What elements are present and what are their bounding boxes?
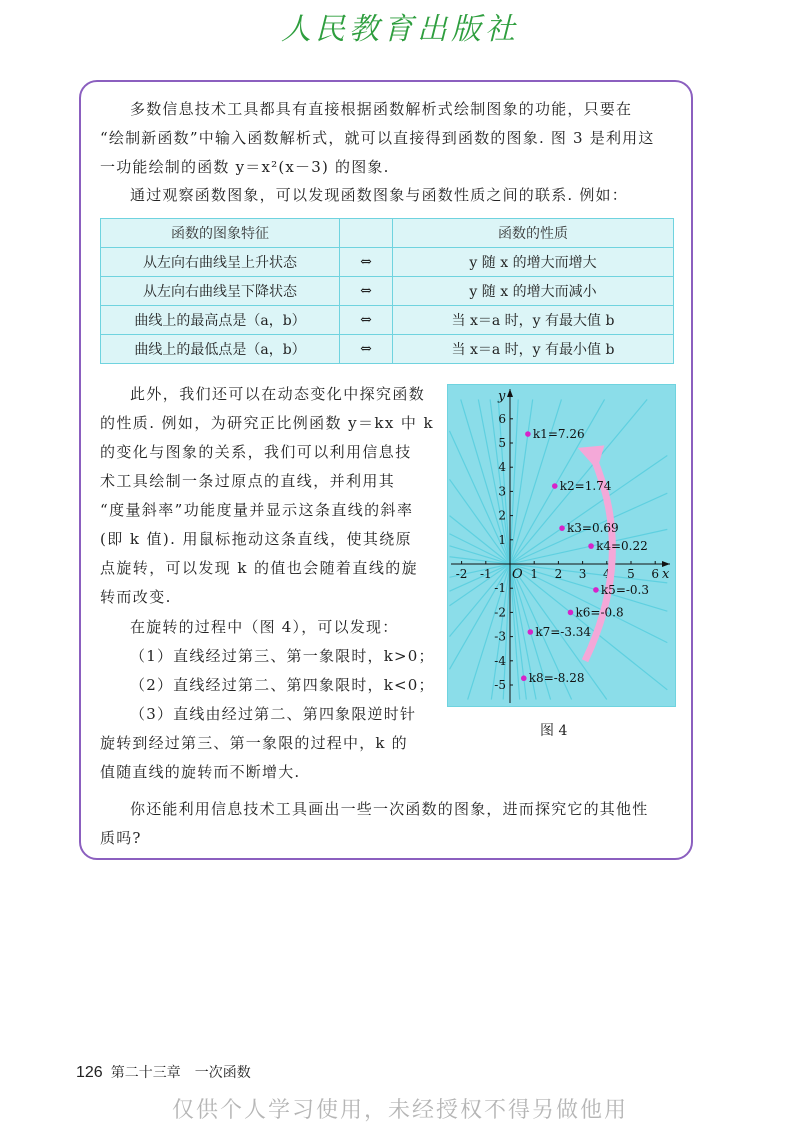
slope-label-k8: k8=-8.28 xyxy=(528,671,585,686)
table-cell: 当 x＝a 时，y 有最大值 b xyxy=(393,306,674,335)
table-row xyxy=(101,335,674,364)
x-tick-label: 5 xyxy=(627,567,635,581)
slope-point-k1 xyxy=(525,431,531,437)
rotation-paragraph: 此外，我们还可以在动态变化中探究函数 的性质. 例如，为研究正比例函数 y＝kx 中 k 的变化与图象的关系，我们可以利用信息技 术工具绘制一条过原点的直线，并利用其 “度量斜率”功能度量并显示这条直线的斜率 (即 k 值). 用鼠标拖动这条直线，使其绕原 点旋转，可以发现 k 的值也会随着直线的旋 转而改变. xyxy=(100,385,434,606)
observation-item-3: （3）直线由经过第二、第四象限逆时针 旋转到经过第三、第一象限的过程中，k 的 值随直线的旋转而不断增大. xyxy=(100,705,417,781)
closing-question: 你还能利用信息技术工具画出一些一次函数的图象，进而探究它的其他性 质吗? xyxy=(100,800,649,847)
y-tick-label: -1 xyxy=(494,581,506,596)
observation-item-2: （2）直线经过第二、第四象限时，k<0； xyxy=(130,676,435,694)
figure-4-chart xyxy=(447,384,676,707)
slope-point-k5 xyxy=(593,587,599,593)
x-tick-label: -1 xyxy=(479,567,492,581)
observation-intro: 在旋转的过程中（图 4），可以发现： xyxy=(130,618,399,636)
intro-paragraph: 多数信息技术工具都具有直接根据函数解析式绘制图象的功能，只要在 “绘制新函数”中输入函数解析式，就可以直接得到函数的图象. 图 3 是利用这 一功能绘制的函数 y＝x²(x－3) 的图象. xyxy=(100,100,655,176)
x-tick-label: 1 xyxy=(530,567,539,581)
slope-label-k6: k6=-0.8 xyxy=(575,605,624,620)
y-tick-label: -5 xyxy=(494,678,506,692)
y-tick-label: -2 xyxy=(494,605,506,620)
x-tick-label: 2 xyxy=(554,567,563,581)
x-axis-label: x xyxy=(662,567,670,582)
slope-label-k2: k2=1.74 xyxy=(559,479,612,494)
y-tick-label: 1 xyxy=(498,532,506,547)
table-cell: y 随 x 的增大而减小 xyxy=(393,277,674,306)
publisher-logo: 人民教育出版社 xyxy=(281,12,519,47)
table-header-cell: 函数的图象特征 xyxy=(101,219,340,248)
y-tick-label: -3 xyxy=(494,629,506,644)
observation-item-1: （1）直线经过第三、第一象限时，k>0； xyxy=(130,647,435,665)
equivalence-symbol: ⇔ xyxy=(340,248,393,277)
x-tick-label: -2 xyxy=(455,567,468,581)
x-tick-label: 4 xyxy=(602,567,611,581)
slope-point-k7 xyxy=(528,629,534,635)
y-tick-label: -4 xyxy=(494,653,506,668)
slope-point-k2 xyxy=(552,483,558,489)
table-cell: 当 x＝a 时，y 有最小值 b xyxy=(393,335,674,364)
page-footer xyxy=(76,1062,251,1082)
table-cell: 曲线上的最低点是（a，b） xyxy=(101,335,340,364)
y-tick-label: 5 xyxy=(498,436,506,450)
slope-point-k4 xyxy=(588,543,594,549)
table-row xyxy=(101,277,674,306)
slope-label-k1: k1=7.26 xyxy=(532,427,585,442)
table-cell: 从左向右曲线呈下降状态 xyxy=(101,277,340,306)
x-tick-label: 6 xyxy=(651,567,660,581)
intro2-paragraph: 通过观察函数图象，可以发现函数图象与函数性质之间的联系. 例如： xyxy=(130,186,628,204)
slope-label-k5: k5=-0.3 xyxy=(600,582,650,597)
watermark: 仅供个人学习使用，未经授权不得另做他用 xyxy=(171,1098,628,1123)
slope-label-k4: k4=0.22 xyxy=(596,539,648,554)
table-header-cell xyxy=(340,219,393,248)
y-tick-label: 4 xyxy=(498,460,506,475)
chapter-title: 第二十三章 一次函数 xyxy=(110,1065,251,1081)
table-header-row xyxy=(101,219,674,248)
table-row xyxy=(101,306,674,335)
equivalence-symbol: ⇔ xyxy=(340,277,393,306)
slope-point-k3 xyxy=(559,525,565,531)
page-number: 126 xyxy=(76,1064,103,1081)
table-cell: 曲线上的最高点是（a，b） xyxy=(101,306,340,335)
table-cell: 从左向右曲线呈上升状态 xyxy=(101,248,340,277)
equivalence-symbol: ⇔ xyxy=(340,306,393,335)
y-axis-label: y xyxy=(498,389,506,404)
x-tick-label: 3 xyxy=(578,567,587,581)
table-header-cell: 函数的性质 xyxy=(393,219,674,248)
table-row xyxy=(101,248,674,277)
y-tick-label: 2 xyxy=(498,508,506,523)
equivalence-symbol: ⇔ xyxy=(340,335,393,364)
slope-point-k8 xyxy=(521,675,527,681)
origin-label: O xyxy=(512,567,523,582)
table-cell: y 随 x 的增大而增大 xyxy=(393,248,674,277)
y-tick-label: 6 xyxy=(498,411,506,426)
figure-caption: 图 4 xyxy=(540,723,568,739)
slope-point-k6 xyxy=(568,610,574,616)
property-table xyxy=(100,218,674,364)
slope-label-k7: k7=-3.34 xyxy=(535,625,592,640)
slope-label-k3: k3=0.69 xyxy=(567,521,619,536)
y-tick-label: 3 xyxy=(498,484,506,499)
